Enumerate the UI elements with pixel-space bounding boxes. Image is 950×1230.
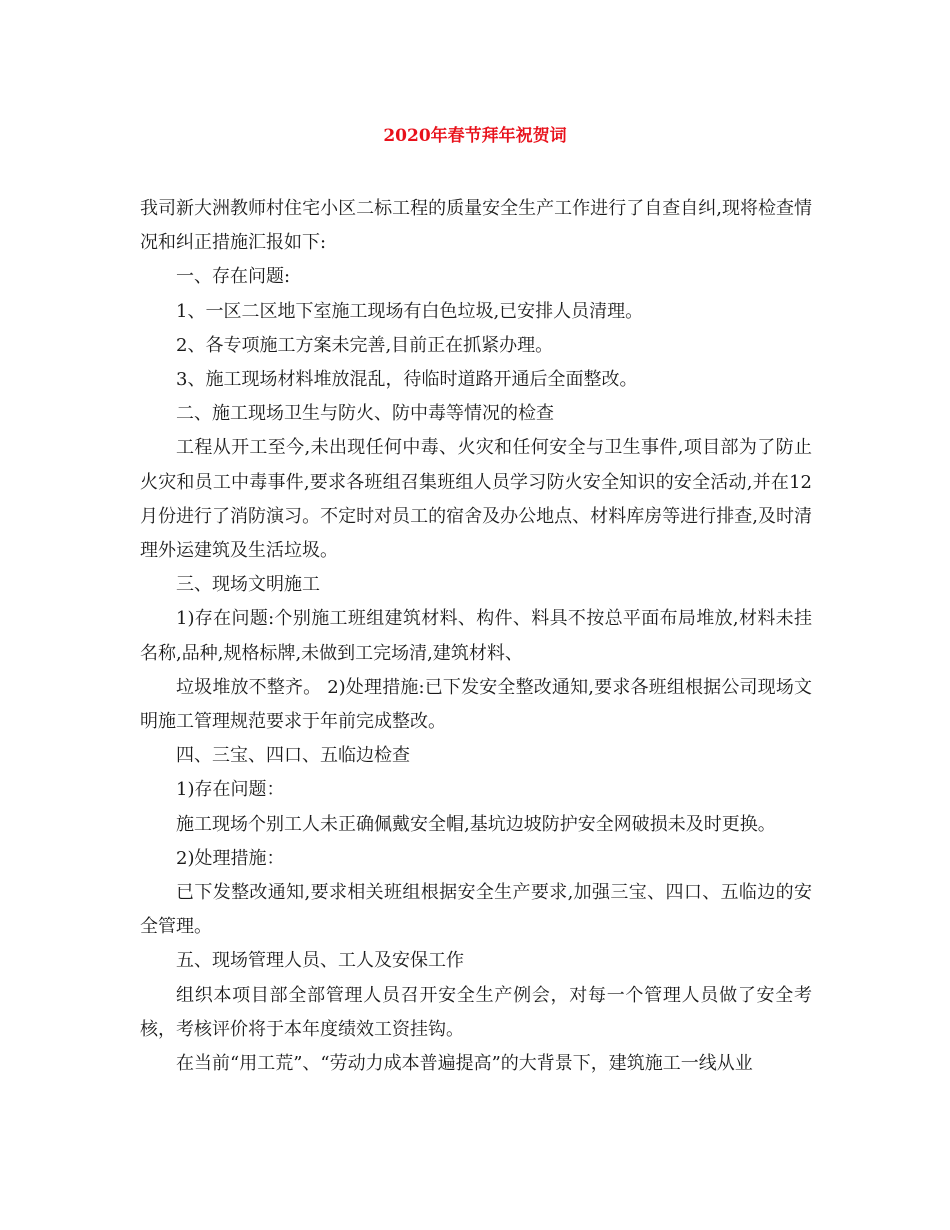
paragraph: 五、现场管理人员、工人及安保工作 — [176, 950, 464, 972]
paragraph: 三、现场文明施工 — [176, 574, 320, 596]
document-title: 2020年春节拜年祝贺词 — [383, 126, 567, 146]
paragraph: 我司新大洲教师村住宅小区二标工程的质量安全生产工作进行了自查自纠,现将检查情况和纠正措施汇报如下: — [140, 198, 812, 254]
paragraph: 3、施工现场材料堆放混乱，待临时道路开通后全面整改。 — [176, 369, 638, 391]
paragraph: 2)处理措施： — [176, 847, 285, 869]
paragraph: 一、存在问题: — [176, 266, 291, 288]
paragraph: 2、各专项施工方案未完善,目前正在抓紧办理。 — [176, 334, 554, 356]
paragraph: 在当前“用工荒”、“劳动力成本普遍提高”的大背景下，建筑施工一线从业 — [176, 1053, 753, 1075]
paragraph: 工程从开工至今,未出现任何中毒、火灾和任何安全与卫生事件,项目部为了防止火灾和员工中毒事件,要求各班组召集班组人员学习防火安全知识的安全活动,并在12月份进行了消防演习。不定时对员工的宿舍及办公地点、材料库房等进行排查,及时清理外运建筑及生活垃圾。 — [140, 437, 812, 562]
paragraph: 1、一区二区地下室施工现场有白色垃圾,已安排人员清理。 — [176, 300, 644, 322]
paragraph: 垃圾堆放不整齐。 2)处理措施:已下发安全整改通知,要求各班组根据公司现场文明施工管理规范要求于年前完成整改。 — [140, 676, 812, 733]
paragraph: 1)存在问题:个别施工班组建筑材料、构件、料具不按总平面布局堆放,材料未挂名称,品种,规格标牌,未做到工完场清,建筑材料、 — [140, 608, 812, 664]
paragraph: 二、施工现场卫生与防火、防中毒等情况的检查 — [176, 403, 554, 425]
paragraph: 组织本项目部全部管理人员召开安全生产例会，对每一个管理人员做了安全考核，考核评价将于本年度绩效工资挂钩。 — [140, 984, 812, 1040]
document-body — [140, 192, 812, 1081]
paragraph: 四、三宝、四口、五临边检查 — [176, 745, 410, 767]
paragraph: 1)存在问题： — [176, 779, 285, 801]
paragraph: 施工现场个别工人未正确佩戴安全帽,基坑边坡防护安全网破损未及时更换。 — [176, 813, 776, 835]
paragraph: 已下发整改通知,要求相关班组根据安全生产要求,加强三宝、四口、五临边的安全管理。 — [140, 882, 812, 938]
